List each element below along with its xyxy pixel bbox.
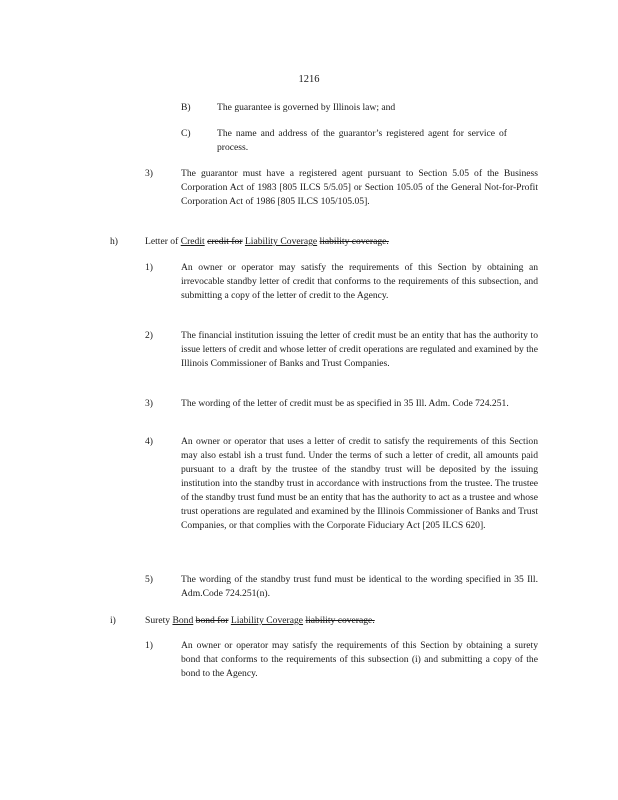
item-marker: 4): [145, 436, 153, 447]
heading-prefix: Letter of: [145, 236, 181, 247]
item-text: An owner or operator may satisfy the requirements of this Section by obtaining an irrevocable standby letter of credit that conforms to the requirements of this subsection, and submitting a copy of the letter of credit to the Agency.: [181, 262, 538, 301]
item-marker: C): [181, 128, 191, 139]
heading-deleted-text: liability coverage.: [305, 615, 375, 626]
heading-deleted-text: credit for: [207, 236, 243, 247]
heading-prefix: Surety: [145, 615, 173, 626]
item-text: An owner or operator that uses a letter of credit to satisfy the requirements of this Section may also establ ish a trust fund. Under the terms of such a letter of credit, all amounts paid pursuant to a draft by the trustee of the standby trust will be deposited by the issuing institution into the standby trust in accordance with instructions from the trustee. The trustee of the standby trust fund must be an entity that has the authority to act as a trustee and whose trust operations are regulated and examined by the Illinois Commissioner of Banks and Trust Companies, or that complies with the Corporate Fiduciary Act [205 ILCS 620].: [181, 436, 538, 531]
item-marker: 1): [145, 262, 153, 273]
item-marker: 3): [145, 168, 153, 179]
item-marker: 2): [145, 330, 153, 341]
heading-inserted-text: Liability Coverage: [244, 236, 318, 247]
item-text: The wording of the letter of credit must be as specified in 35 Ill. Adm. Code 724.251.: [181, 398, 509, 409]
item-marker: 3): [145, 398, 153, 409]
item-text: The guarantor must have a registered agent pursuant to Section 5.05 of the Business Corporation Act of 1983 [805 ILCS 5/5.05] or Section 105.05 of the General Not-for-Profit Corporation Act of 1986 [805 ILCS 105/105.05].: [181, 168, 538, 207]
heading-inserted-text: Liability Coverage: [230, 615, 304, 626]
item-text: An owner or operator may satisfy the requirements of this Section by obtaining a surety bond that conforms to the requirements of this subsection (i) and submitting a copy of the bond to the Agency.: [181, 640, 538, 679]
subsection-marker-h: h): [110, 236, 118, 247]
subsection-heading-i: [145, 614, 375, 628]
item-marker: 5): [145, 574, 153, 585]
heading-deleted-text: liability coverage.: [319, 236, 389, 247]
item-marker: 1): [145, 640, 153, 651]
item-text: The guarantee is governed by Illinois law; and: [217, 102, 396, 113]
heading-inserted-text: Credit: [180, 236, 205, 247]
page-number: 1216: [298, 74, 320, 85]
heading-deleted-text: bond for: [195, 615, 229, 626]
subsection-marker-i: i): [110, 615, 116, 626]
item-marker: B): [181, 102, 191, 113]
item-text: The wording of the standby trust fund must be identical to the wording specified in 35 Ill. Adm.Code 724.251(n).: [181, 574, 538, 599]
subsection-heading-h: [145, 235, 389, 249]
item-text: The name and address of the guarantor’s registered agent for service of process.: [217, 128, 507, 153]
item-text: The financial institution issuing the letter of credit must be an entity that has the authority to issue letters of credit and whose letter of credit operations are regulated and examined by the Illinois Commissioner of Banks and Trust Companies.: [181, 330, 538, 369]
heading-inserted-text: Bond: [172, 615, 194, 626]
